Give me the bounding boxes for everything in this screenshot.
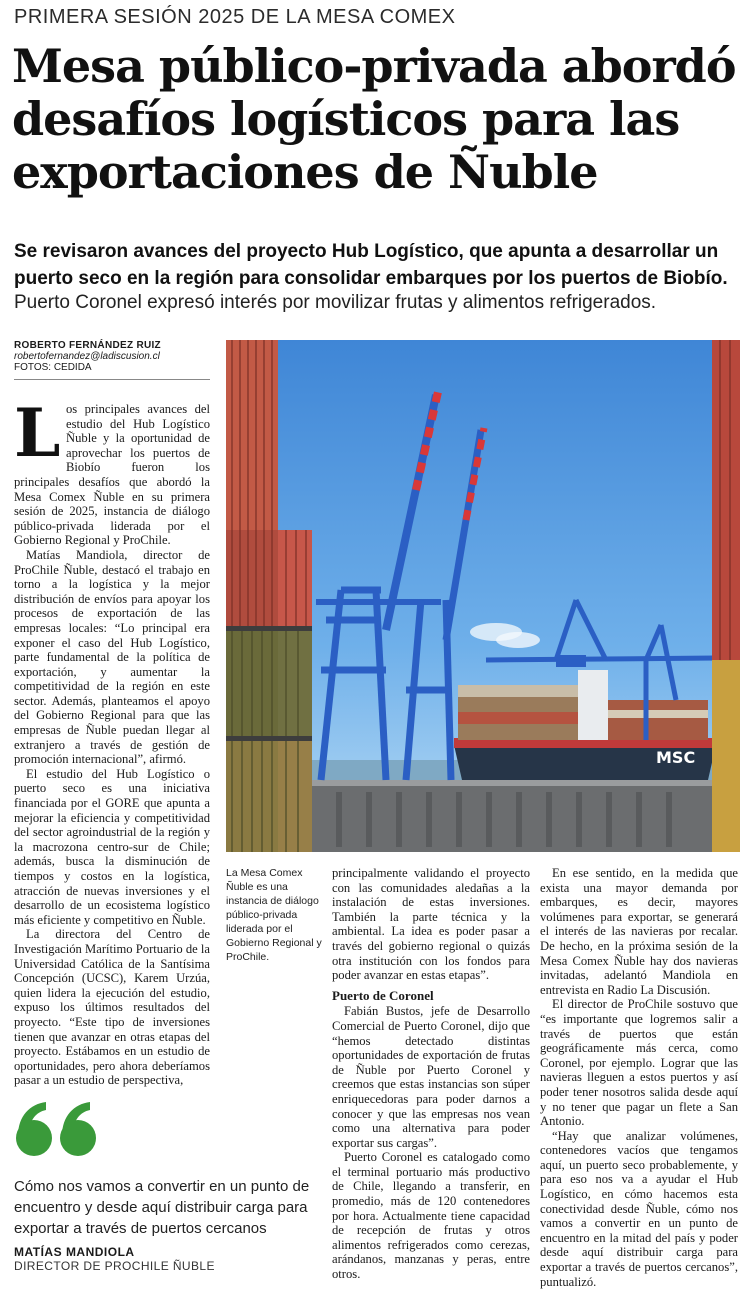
quote-mark-icon bbox=[14, 1098, 104, 1158]
paragraph: El director de ProChile sostuvo que “es importante que logremos salir a través de puertos que están geográficamente más cerca, como Coronel, por ejemplo. Lograr que las navieras lleguen a estos puertos y así poder tener nosotros salida desde aquí y no tener que pagar un flete a San Antonio. bbox=[540, 997, 738, 1129]
port-photo bbox=[226, 340, 740, 852]
body-column-3 bbox=[540, 866, 738, 1289]
body-column-2 bbox=[332, 866, 530, 1286]
kicker: PRIMERA SESIÓN 2025 DE LA MESA COMEX bbox=[14, 6, 456, 28]
paragraph: El estudio del Hub Logístico o puerto seco es una iniciativa financiada por el GORE que apunta a mejorar la eficiencia y competitividad del sector agroindustrial de la región y la macrozona centro-sur de Chile; además, busca la disminución de tiempos y costos en la logística, atracción de nuevas inversiones y el desarrollo de un ecosistema logístico más eficiente y competitivo en Ñuble. bbox=[14, 766, 210, 927]
pullquote-attribution bbox=[14, 1245, 314, 1273]
pullquote-role: DIRECTOR DE PROCHILE ÑUBLE bbox=[14, 1259, 215, 1273]
headline: Mesa público-privada abordó desafíos logísticos para las exportaciones de Ñuble bbox=[12, 39, 736, 199]
deck: Se revisaron avances del proyecto Hub Logístico, que apunta a desarrollar un puerto seco en la región para consolidar embarques por los puertos de Biobío. bbox=[14, 241, 728, 289]
paragraph: Matías Mandiola, director de ProChile Ñuble, destacó el trabajo en torno a la logística y la mejor distribución de envíos para apoyar los procesos de exportación de las empresas locales: “Lo principal era exponer el caso del Hub Logístico, parte fundamental de la política de exportación, y aumentar la competitividad de la región en este sector. Además, planteamos el apoyo del Gobierno Regional para que las empresas de Ñuble puedan llegar al extranjero a través de gestión de promoción internacional”, afirmó. bbox=[14, 547, 210, 767]
paragraph: Fabián Bustos, jefe de Desarrollo Comercial de Puerto Coronel, dijo que “hemos detectado distintas oportunidades de exportación de frutas de Ñuble por Puerto Coronel y creemos que estas instancias son súper enriquecedoras para poder darnos a conocer y que las empresas nos vean como una alternativa para poder exportar sus cargas”. bbox=[332, 1004, 530, 1150]
paragraph: principalmente validando el proyecto con las comunidades aledañas a la instalación de estas inversiones. También la parte técnica y la ambiental. La idea es poder pasar a través del gobierno regional o quizás otra institución con los fondos para poder avanzar en estas etapas”. bbox=[332, 866, 530, 983]
photo-caption: La Mesa Comex Ñuble es una instancia de diálogo público-privada liderada por el Gobierno Regional y ProChile. bbox=[226, 867, 322, 963]
photo-credit: FOTOS: CEDIDA bbox=[14, 362, 92, 373]
paragraph: Puerto Coronel es catalogado como el terminal portuario más productivo de Chile, llegando a transferir, en promedio, más de 120 contenedores por hora. Actualmente tiene capacidad de recepción de frutas y otros alimentos refrigerados como cerezas, arándanos, manzanas y peras, entre otros. bbox=[332, 1150, 530, 1282]
byline-email: robertofernandez@ladiscusion.cl bbox=[14, 351, 160, 362]
paragraph: “Hay que analizar volúmenes, contenedores vacíos que tengamos aquí, un puerto seco probablemente, y para eso nos va a ayudar el Hub Logístico, en cómo hacemos esta conectividad desde Ñuble, cómo nos vamos a convertir en un punto de encuentro en la mitad del país y poder desde aquí distribuir carga para exportar a través de puertos cercanos”, puntualizó. bbox=[540, 1128, 738, 1289]
dropcap: L bbox=[14, 394, 61, 472]
body-column-1 bbox=[14, 394, 210, 1088]
subdeck: Puerto Coronel expresó interés por movilizar frutas y alimentos refrigerados. bbox=[14, 292, 657, 313]
byline-author: ROBERTO FERNÁNDEZ RUIZ bbox=[14, 340, 161, 351]
pullquote-text: Cómo nos vamos a convertir en un punto de encuentro y desde aquí distribuir carga para exportar a través de puertos cercanos bbox=[14, 1178, 310, 1237]
ship-label: MSC bbox=[656, 748, 696, 767]
subhead: Puerto de Coronel bbox=[332, 987, 434, 1003]
paragraph: os principales avances del estudio del Hub Logístico Ñuble y la oportunidad de aprovechar los puertos de Biobío fueron los principales desafíos que abordó la Mesa Comex Ñuble en su primera sesión de 2025, instancia de diálogo público-privada liderada por el Gobierno Regional y ProChile. bbox=[14, 402, 210, 548]
pullquote-name: MATÍAS MANDIOLA bbox=[14, 1245, 135, 1259]
paragraph: En ese sentido, en la medida que exista una mayor demanda por embarques, es decir, mayores volúmenes para exportar, se generará el interés de las navieras por recalar. De hecho, en la próxima sesión de la Mesa Comex Ñuble hay dos navieras invitadas, adelantó Mandiola en entrevista en Radio La Discusión. bbox=[540, 866, 738, 997]
paragraph: La directora del Centro de Investigación Marítimo Portuario de la Universidad Católica de la Santísima Concepción (UCSC), Karem Urzúa, quien lidera la ejecución del estudio, expuso los últimos resultados del proyecto. “Este tipo de inversiones tienen que avanzar en otras etapas del proyecto. Estábamos en un estudio de oportunidades, pero ahora deberíamos pasar a un estudio de perspectiva, bbox=[14, 927, 210, 1088]
byline bbox=[14, 340, 210, 380]
